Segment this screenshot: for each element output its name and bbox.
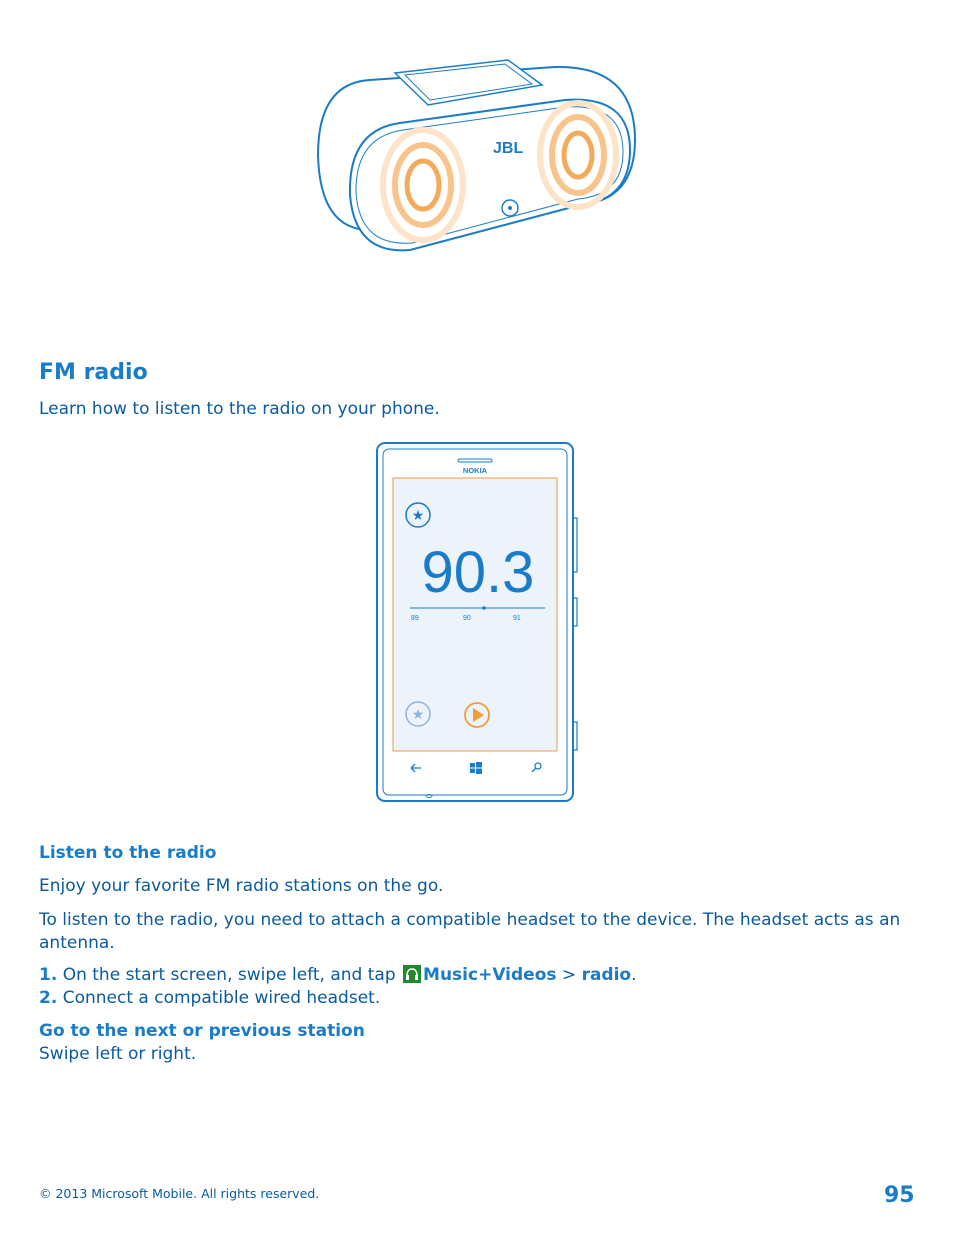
app-name: Music+Videos xyxy=(423,965,557,985)
tuning-marker xyxy=(482,606,486,610)
intro-text: Learn how to listen to the radio on your phone. xyxy=(39,399,440,419)
page-number: 95 xyxy=(884,1183,915,1208)
scale-tick: 90 xyxy=(463,615,471,622)
paragraph-enjoy: Enjoy your favorite FM radio stations on the go. xyxy=(39,876,444,896)
music-videos-icon xyxy=(403,965,421,983)
speaker-illustration xyxy=(310,55,645,260)
svg-text:★: ★ xyxy=(411,707,425,723)
copyright: © 2013 Microsoft Mobile. All rights reserved. xyxy=(39,1186,320,1201)
scale-tick: 89 xyxy=(411,615,419,622)
step-end: . xyxy=(631,965,637,985)
separator: > xyxy=(556,965,582,985)
frequency-display: 90.3 xyxy=(421,540,535,605)
step-number: 2. xyxy=(39,988,58,1008)
step-1 xyxy=(39,965,637,985)
step-number: 1. xyxy=(39,965,58,985)
section-title: FM radio xyxy=(39,360,148,385)
speaker-brand-logo: JBL xyxy=(493,140,524,157)
step-text: On the start screen, swipe left, and tap xyxy=(57,965,402,985)
subheading-next-station: Go to the next or previous station xyxy=(39,1021,365,1041)
menu-item-name: radio xyxy=(581,965,632,985)
paragraph-attach-headset: To listen to the radio, you need to attach a compatible headset to the device. The headset acts as an antenna. xyxy=(39,910,901,953)
scale-tick: 91 xyxy=(513,615,521,622)
subheading-listen: Listen to the radio xyxy=(39,843,217,863)
step-text: Connect a compatible wired headset. xyxy=(57,988,381,1008)
paragraph-swipe: Swipe left or right. xyxy=(39,1044,197,1064)
step-2 xyxy=(39,988,380,1008)
phone-brand-logo: NOKIA xyxy=(462,466,488,475)
svg-text:★: ★ xyxy=(411,508,425,524)
phone-illustration xyxy=(374,440,584,806)
